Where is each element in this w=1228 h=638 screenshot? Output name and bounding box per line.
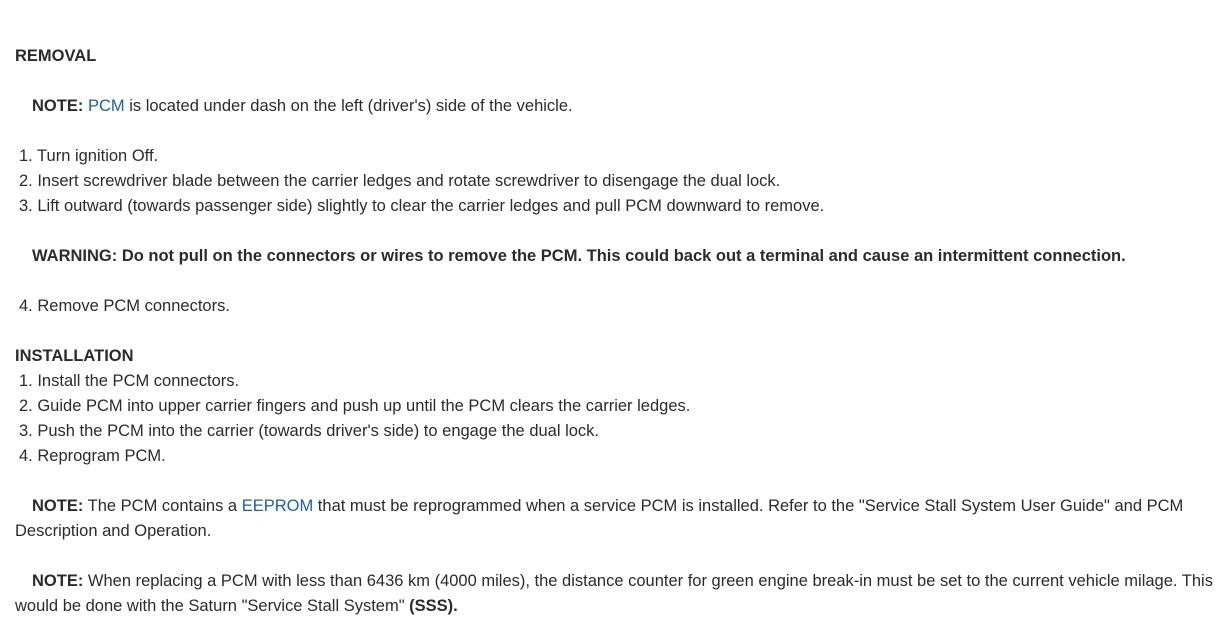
step-number: 3. (19, 197, 33, 215)
pcm-link[interactable]: PCM (87, 97, 125, 115)
list-item (15, 194, 1213, 219)
list-item (15, 369, 1213, 394)
spacer (15, 119, 1213, 144)
step-text: Install the PCM connectors. (32, 372, 240, 390)
step-text: Reprogram PCM. (32, 447, 166, 465)
step-text: Insert screwdriver blade between the carrier ledges and rotate screwdriver to disengage the dual lock. (32, 172, 781, 190)
step-number: 4. (19, 297, 33, 315)
step-number: 3. (19, 422, 33, 440)
removal-steps (15, 144, 1213, 219)
step-text: Turn ignition Off. (32, 147, 159, 165)
note-text: is located under dash on the left (driver's) side of the vehicle. (124, 97, 573, 115)
note-bold-tail: (SSS). (409, 597, 458, 615)
list-item (15, 444, 1213, 469)
note-text-post: that must be reprogrammed when a service PCM is installed. Refer to the "Service Stall System User Guide" and PCM Description and Operation. (15, 497, 1184, 540)
removal-note (15, 94, 1213, 119)
list-item (15, 394, 1213, 419)
spacer (15, 544, 1213, 569)
step-text: Remove PCM connectors. (32, 297, 230, 315)
warning-text: WARNING: Do not pull on the connectors or wires to remove the PCM. This could back out a terminal and cause an intermittent connection. (32, 247, 1126, 265)
spacer (15, 69, 1213, 94)
removal-heading: REMOVAL (15, 47, 97, 65)
note-label: NOTE: (32, 572, 84, 590)
installation-note-eeprom (15, 494, 1213, 544)
installation-note-mileage (15, 569, 1213, 619)
installation-steps (15, 369, 1213, 469)
spacer (15, 269, 1213, 294)
removal-steps-continued (15, 294, 1213, 319)
note-label: NOTE: (32, 497, 84, 515)
step-text: Lift outward (towards passenger side) slightly to clear the carrier ledges and pull PCM downward to remove. (32, 197, 825, 215)
eeprom-link[interactable]: EEPROM (241, 497, 314, 515)
step-number: 1. (19, 372, 33, 390)
step-number: 1. (19, 147, 33, 165)
spacer (15, 469, 1213, 494)
step-number: 2. (19, 172, 33, 190)
spacer (15, 319, 1213, 344)
list-item (15, 169, 1213, 194)
installation-heading: INSTALLATION (15, 347, 134, 365)
spacer (15, 219, 1213, 244)
note-text: When replacing a PCM with less than 6436 km (4000 miles), the distance counter for green engine break-in must be set to the current vehicle milage. This would be done with the Saturn "Service Stall System" (15, 572, 1213, 615)
list-item (15, 144, 1213, 169)
note-text-pre: The PCM contains a (83, 497, 242, 515)
step-text: Guide PCM into upper carrier fingers and push up until the PCM clears the carrier ledges. (32, 397, 691, 415)
step-number: 2. (19, 397, 33, 415)
list-item (15, 294, 1213, 319)
step-text: Push the PCM into the carrier (towards driver's side) to engage the dual lock. (32, 422, 600, 440)
note-label: NOTE: (32, 97, 84, 115)
step-number: 4. (19, 447, 33, 465)
list-item (15, 419, 1213, 444)
